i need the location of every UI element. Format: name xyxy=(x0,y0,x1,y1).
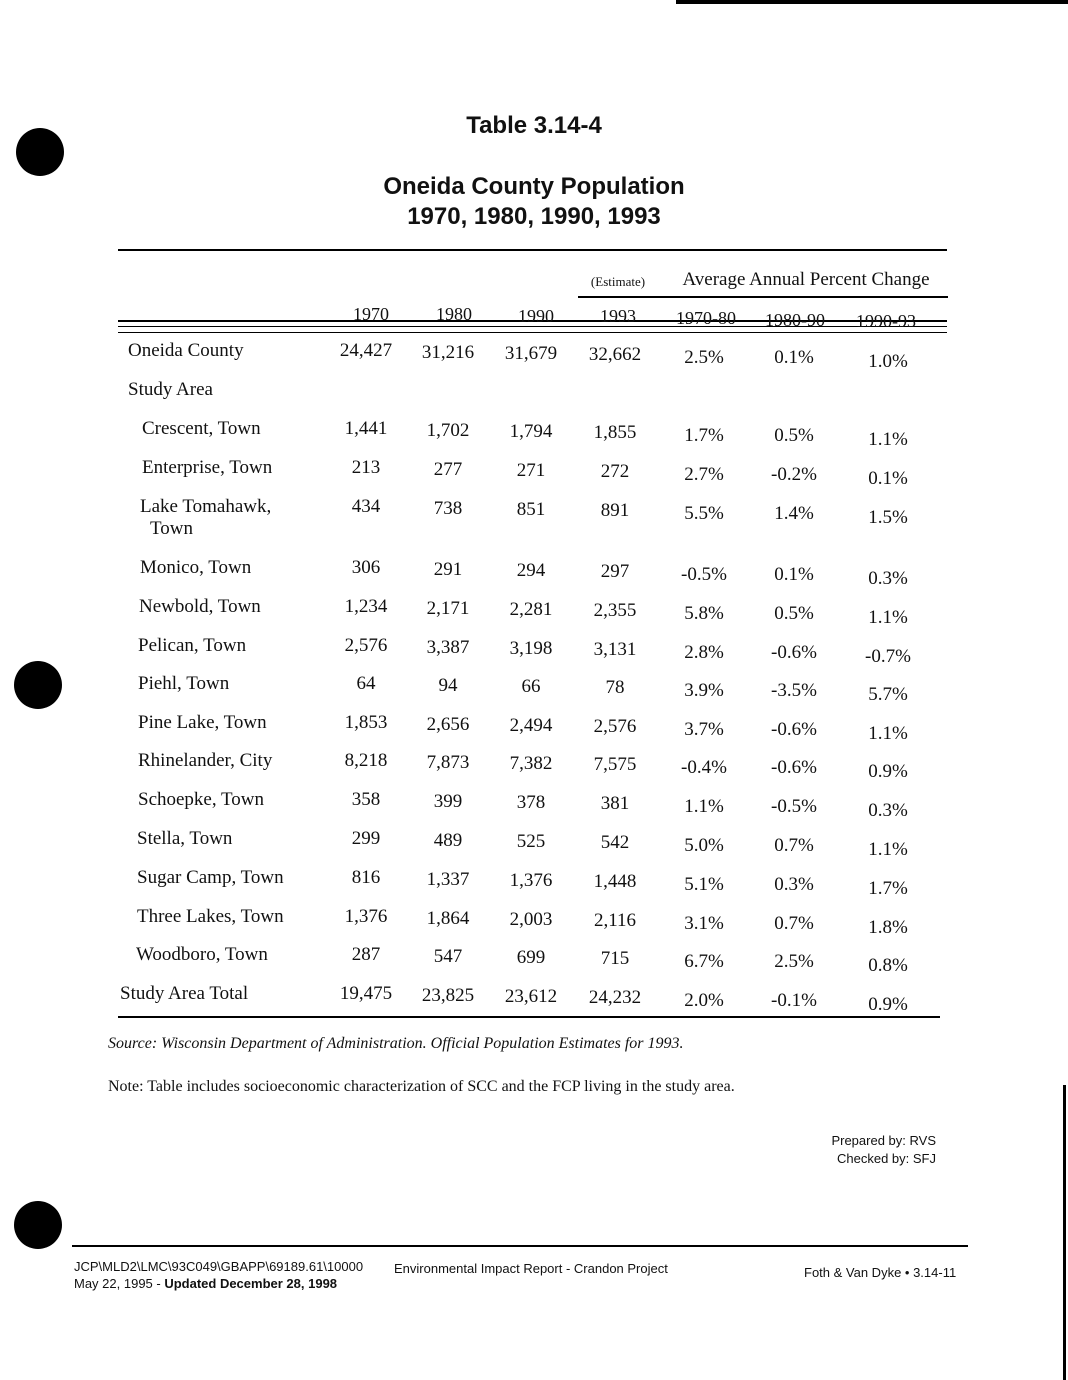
table-cell: -0.6% xyxy=(771,642,817,663)
table-cell: 1,794 xyxy=(509,421,553,442)
table-cell: 2,171 xyxy=(426,598,470,619)
table-cell: 213 xyxy=(351,457,381,478)
table-cell: 7,575 xyxy=(593,754,637,775)
table-cell: 0.8% xyxy=(868,955,908,976)
binder-hole-bottom xyxy=(14,1201,62,1249)
right-edge-mark xyxy=(1063,1085,1066,1380)
table-cell: 0.5% xyxy=(774,603,814,624)
col-header: 1990-93 xyxy=(856,311,916,331)
table-cell: 1,441 xyxy=(344,418,388,439)
table-cell: 3,131 xyxy=(593,639,637,660)
binder-hole-middle xyxy=(14,661,62,709)
table-cell: 272 xyxy=(600,461,630,482)
row-label: Crescent, Town xyxy=(142,418,261,439)
table-cell: 23,825 xyxy=(421,985,475,1006)
table-cell: 5.8% xyxy=(684,603,724,624)
table-cell: 2,116 xyxy=(593,910,637,931)
row-label: Stella, Town xyxy=(137,828,233,849)
table-cell: 1,234 xyxy=(344,596,388,617)
table-cell: 5.5% xyxy=(684,503,724,524)
table-cell: 399 xyxy=(433,791,463,812)
col-header: 1993 xyxy=(600,306,636,326)
table-cell: 434 xyxy=(351,496,381,517)
table-cell: 816 xyxy=(351,867,381,888)
table-cell: 297 xyxy=(600,561,630,582)
table-cell: 525 xyxy=(516,831,546,852)
table-cell: 19,475 xyxy=(339,983,393,1004)
table-cell: 6.7% xyxy=(684,951,724,972)
table-cell: 287 xyxy=(351,944,381,965)
row-label: Piehl, Town xyxy=(138,673,230,694)
table-cell: 32,662 xyxy=(588,344,642,365)
table-cell: 66 xyxy=(521,676,541,697)
table-cell: 0.9% xyxy=(868,761,908,782)
table-cell: 1,376 xyxy=(344,906,388,927)
table-cell: 23,612 xyxy=(504,986,558,1007)
table-cell: 1.1% xyxy=(868,607,908,628)
table-cell: 24,427 xyxy=(339,340,393,361)
col-header: 1980-90 xyxy=(765,310,825,330)
table-cell: 31,216 xyxy=(421,342,475,363)
row-label: Sugar Camp, Town xyxy=(137,867,284,888)
table-top-rule xyxy=(118,249,947,251)
table-cell: 294 xyxy=(516,560,546,581)
table-cell: 277 xyxy=(433,459,463,480)
table-cell: 699 xyxy=(516,947,546,968)
table-cell: 5.1% xyxy=(684,874,724,895)
table-cell: 0.7% xyxy=(774,913,814,934)
table-cell: 1.1% xyxy=(868,723,908,744)
row-label: Pine Lake, Town xyxy=(138,712,267,733)
estimate-label: (Estimate) xyxy=(590,274,646,289)
footer-report: Environmental Impact Report - Crandon Project xyxy=(394,1261,668,1276)
table-cell: 2.8% xyxy=(684,642,724,663)
footer-updated: Updated December 28, 1998 xyxy=(164,1276,338,1291)
footer-date-line xyxy=(74,1275,363,1292)
table-cell: 1.1% xyxy=(684,796,724,817)
row-label: Enterprise, Town xyxy=(142,457,273,478)
title-line-1: Oneida County Population xyxy=(383,173,685,200)
table-cell: 1.1% xyxy=(868,429,908,450)
row-label: Pelican, Town xyxy=(138,635,247,656)
row-label: Study Area xyxy=(128,379,213,400)
table-cell: -0.7% xyxy=(865,646,911,667)
table-cell: 0.7% xyxy=(774,835,814,856)
header-rule-3 xyxy=(118,332,947,333)
row-label: Lake Tomahawk, Town xyxy=(140,496,272,539)
col-header: 1980 xyxy=(436,304,472,324)
table-cell: -0.6% xyxy=(771,719,817,740)
table-cell: 2.7% xyxy=(684,464,724,485)
table-cell: 24,232 xyxy=(588,987,642,1008)
table-cell: 0.5% xyxy=(774,425,814,446)
table-bottom-rule xyxy=(118,1016,940,1018)
table-cell: 3,198 xyxy=(509,638,553,659)
title-line-2: 1970, 1980, 1990, 1993 xyxy=(407,203,661,230)
table-cell: -0.1% xyxy=(771,990,817,1011)
table-cell: 851 xyxy=(516,499,546,520)
table-cell: 2,355 xyxy=(593,600,637,621)
table-cell: 547 xyxy=(433,946,463,967)
checked-by: Checked by: SFJ xyxy=(837,1151,936,1166)
footer-page: Foth & Van Dyke • 3.14-11 xyxy=(804,1265,957,1280)
table-cell: 1,337 xyxy=(426,869,470,890)
table-cell: 291 xyxy=(433,559,463,580)
table-cell: 2,003 xyxy=(509,909,553,930)
table-cell: 5.0% xyxy=(684,835,724,856)
col-header: 1970 xyxy=(353,304,389,324)
table-cell: 7,382 xyxy=(509,753,553,774)
row-label: Newbold, Town xyxy=(139,596,261,617)
table-note: Note: Table includes socioeconomic characterization of SCC and the FCP living in the study area. xyxy=(108,1078,735,1095)
table-cell: 0.1% xyxy=(774,564,814,585)
table-cell: -0.2% xyxy=(771,464,817,485)
table-cell: 1,448 xyxy=(593,871,637,892)
table-cell: 358 xyxy=(351,789,381,810)
avg-change-header: Average Annual Percent Change xyxy=(682,269,930,290)
table-cell: 5.7% xyxy=(868,684,908,705)
table-number: Table 3.14-4 xyxy=(466,112,602,139)
table-cell: 715 xyxy=(600,948,630,969)
table-cell: 378 xyxy=(516,792,546,813)
table-cell: 0.3% xyxy=(868,800,908,821)
table-title xyxy=(0,172,1068,232)
table-cell: 0.1% xyxy=(774,347,814,368)
table-cell: 0.1% xyxy=(868,468,908,489)
table-cell: 3,387 xyxy=(426,637,470,658)
col-header: 1990 xyxy=(518,306,554,326)
footer-date: May 22, 1995 - xyxy=(74,1276,165,1291)
table-cell: 7,873 xyxy=(426,752,470,773)
table-cell: 2.5% xyxy=(684,347,724,368)
row-label: Woodboro, Town xyxy=(136,944,268,965)
source-note: Source: Wisconsin Department of Administration. Official Population Estimates for 1993. xyxy=(108,1035,684,1052)
table-cell: 94 xyxy=(438,675,458,696)
table-cell: 8,218 xyxy=(344,750,388,771)
row-label: Monico, Town xyxy=(140,557,252,578)
row-label: Rhinelander, City xyxy=(138,750,273,771)
table-cell: 299 xyxy=(351,828,381,849)
table-cell: 2,576 xyxy=(344,635,388,656)
table-cell: -0.4% xyxy=(681,757,727,778)
table-cell: 3.1% xyxy=(684,913,724,934)
table-cell: 1.8% xyxy=(868,917,908,938)
table-cell: 1,376 xyxy=(509,870,553,891)
table-cell: 1,864 xyxy=(426,908,470,929)
table-cell: 3.7% xyxy=(684,719,724,740)
top-edge-rule xyxy=(676,0,1068,4)
table-cell: 891 xyxy=(600,500,630,521)
footer-path: JCP\MLD2\LMC\93C049\GBAPP\69189.61\10000 xyxy=(74,1259,364,1274)
table-cell: 271 xyxy=(516,460,546,481)
table-cell: 31,679 xyxy=(504,343,558,364)
table-cell: 1,702 xyxy=(426,420,470,441)
table-cell: 2.5% xyxy=(774,951,814,972)
table-cell: 2,281 xyxy=(509,599,553,620)
table-cell: 0.9% xyxy=(868,994,908,1015)
table-cell: 0.3% xyxy=(868,568,908,589)
table-cell: 306 xyxy=(351,557,381,578)
table-cell: 1.5% xyxy=(868,507,908,528)
table-cell: 2,656 xyxy=(426,714,470,735)
table-cell: 1.1% xyxy=(868,839,908,860)
table-cell: -0.5% xyxy=(771,796,817,817)
table-cell: 78 xyxy=(605,677,625,698)
table-cell: 2.0% xyxy=(684,990,724,1011)
row-label: Study Area Total xyxy=(120,983,249,1004)
table-cell: 381 xyxy=(600,793,630,814)
col-header: 1970-80 xyxy=(676,308,736,328)
table-cell: 0.3% xyxy=(774,874,814,895)
table-cell: 3.9% xyxy=(684,680,724,701)
row-label: Three Lakes, Town xyxy=(137,906,284,927)
row-label: Schoepke, Town xyxy=(138,789,265,810)
table-cell: 1,855 xyxy=(593,422,637,443)
prepared-checked-block xyxy=(831,1132,936,1168)
footer-rule xyxy=(72,1245,968,1247)
table-cell: -0.6% xyxy=(771,757,817,778)
row-label: Oneida County xyxy=(128,340,244,361)
table-cell: 1.0% xyxy=(868,351,908,372)
table-cell: -3.5% xyxy=(771,680,817,701)
table-cell: 489 xyxy=(433,830,463,851)
table-cell: 2,494 xyxy=(509,715,553,736)
table-cell: 2,576 xyxy=(593,716,637,737)
table-cell: 1.7% xyxy=(684,425,724,446)
estimate-header-rule xyxy=(578,296,948,298)
table-cell: -0.5% xyxy=(681,564,727,585)
prepared-by: Prepared by: RVS xyxy=(831,1133,936,1148)
table-cell: 1.4% xyxy=(774,503,814,524)
table-cell: 1,853 xyxy=(344,712,388,733)
table-cell: 738 xyxy=(433,498,463,519)
table-cell: 64 xyxy=(356,673,376,694)
table-cell: 542 xyxy=(600,832,630,853)
table-cell: 1.7% xyxy=(868,878,908,899)
footer-left xyxy=(74,1258,363,1292)
